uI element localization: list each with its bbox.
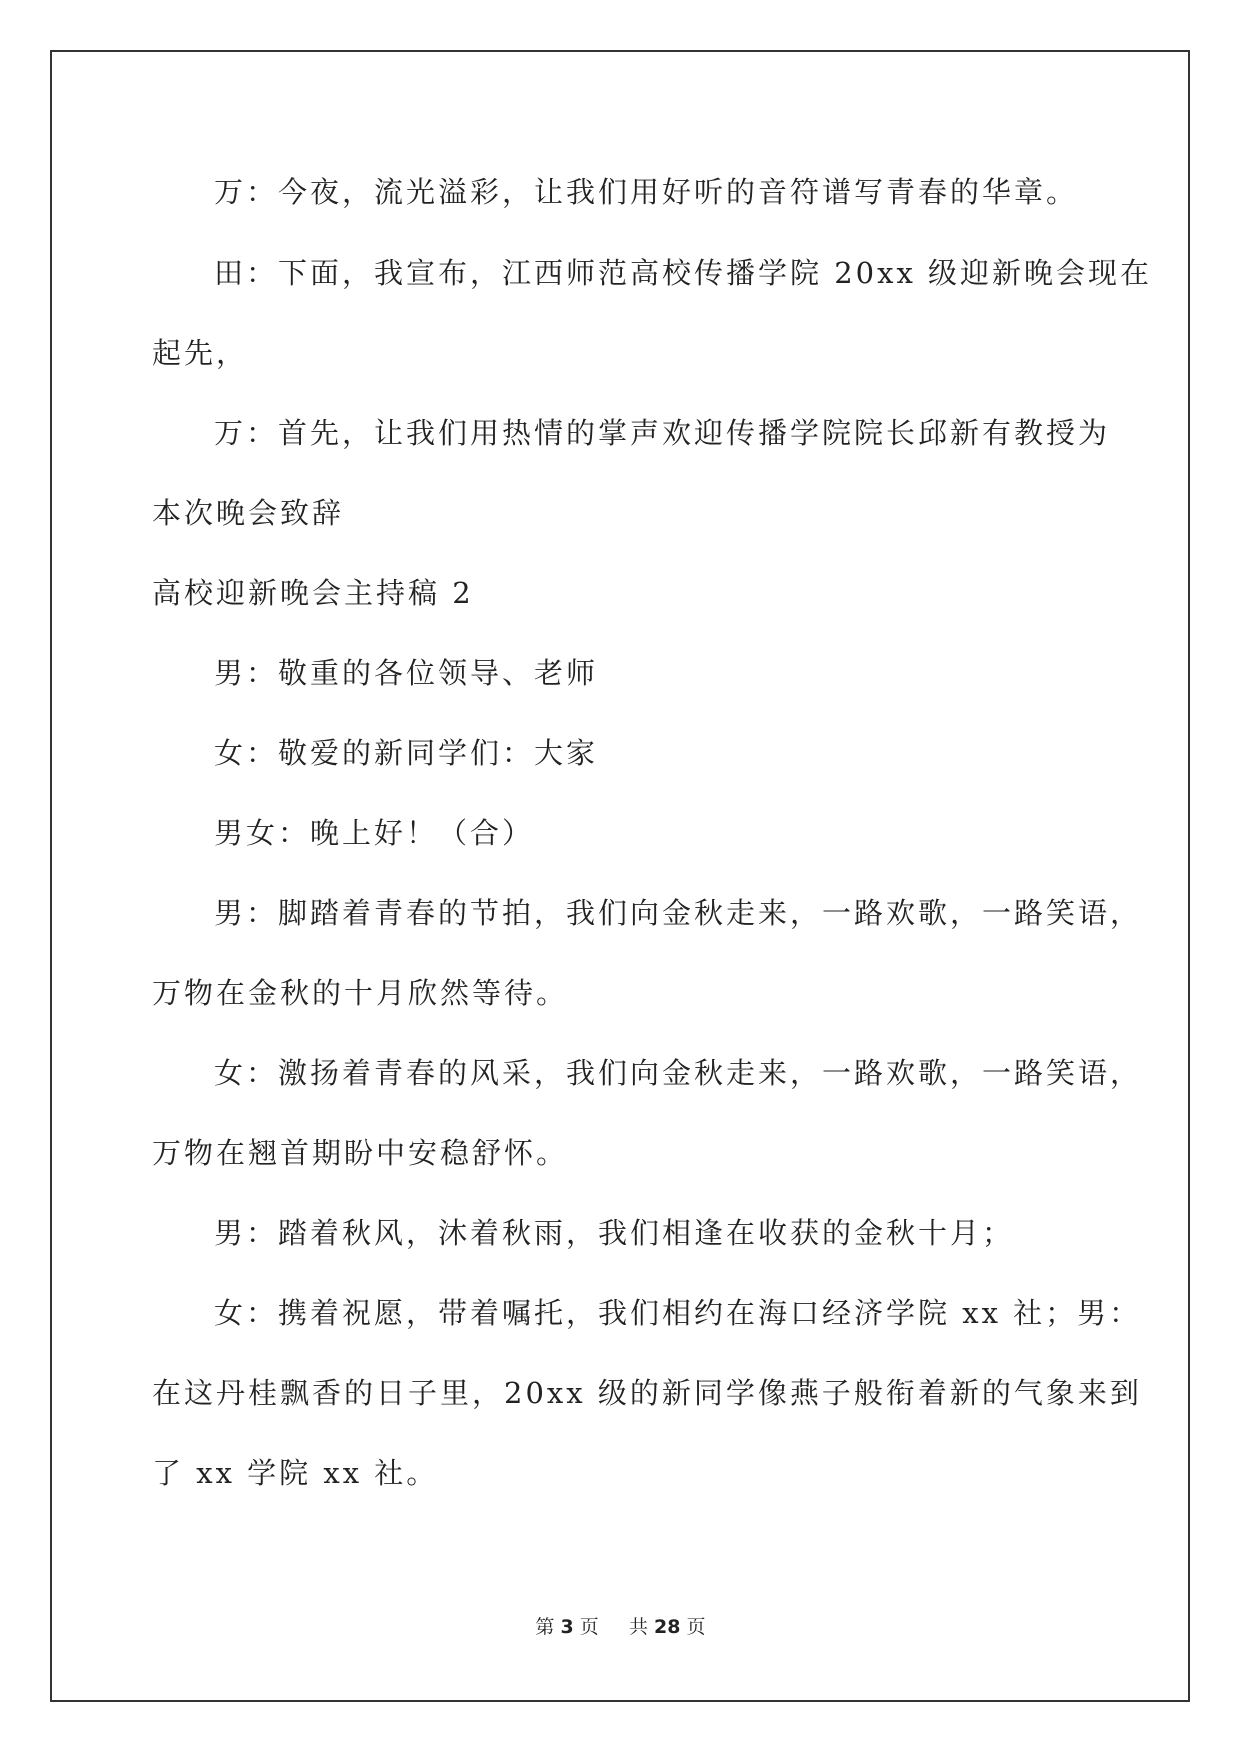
- paragraph-line: 起先，: [152, 336, 249, 370]
- paragraph-line: 男女：晚上好！（合）: [214, 816, 535, 850]
- paragraph-line: 男：敬重的各位领导、老师: [214, 656, 599, 690]
- total-prefix: 共: [628, 1616, 648, 1638]
- paragraph-line: 女：携着祝愿，带着嘱托，我们相约在海口经济学院 xx 社；男：: [214, 1296, 1142, 1330]
- paragraph-line: 本次晚会致辞: [152, 496, 345, 530]
- paragraph-line: 女：激扬着青春的风采，我们向金秋走来，一路欢歌，一路笑语，: [214, 1056, 1143, 1090]
- paragraph-line: 田：下面，我宣布，江西师范高校传播学院 20xx 级迎新晚会现在: [214, 256, 1153, 290]
- paragraph-line: 万物在翘首期盼中安稳舒怀。: [152, 1136, 569, 1170]
- paragraph-line: 了 xx 学院 xx 社。: [152, 1456, 439, 1490]
- current-page-number: 3: [560, 1616, 574, 1638]
- paragraph-line: 万：今夜，流光溢彩，让我们用好听的音符谱写青春的华章。: [214, 175, 1079, 209]
- page-footer: [0, 1612, 1241, 1639]
- page-unit: 页: [579, 1616, 599, 1638]
- total-page-count: 28: [654, 1616, 681, 1638]
- paragraph-line: 在这丹桂飘香的日子里，20xx 级的新同学像燕子般衔着新的气象来到: [152, 1376, 1142, 1410]
- paragraph-line: 男：脚踏着青春的节拍，我们向金秋走来，一路欢歌，一路笑语，: [214, 896, 1143, 930]
- paragraph-line: 男：踏着秋风，沐着秋雨，我们相逢在收获的金秋十月；: [214, 1216, 1015, 1250]
- paragraph-line: 万：首先，让我们用热情的掌声欢迎传播学院院长邱新有教授为: [214, 416, 1111, 450]
- section-heading: 高校迎新晚会主持稿 2: [152, 576, 474, 610]
- page-prefix: 第: [535, 1616, 555, 1638]
- total-unit: 页: [686, 1616, 706, 1638]
- paragraph-line: 女：敬爱的新同学们：大家: [214, 736, 599, 770]
- paragraph-line: 万物在金秋的十月欣然等待。: [152, 976, 569, 1010]
